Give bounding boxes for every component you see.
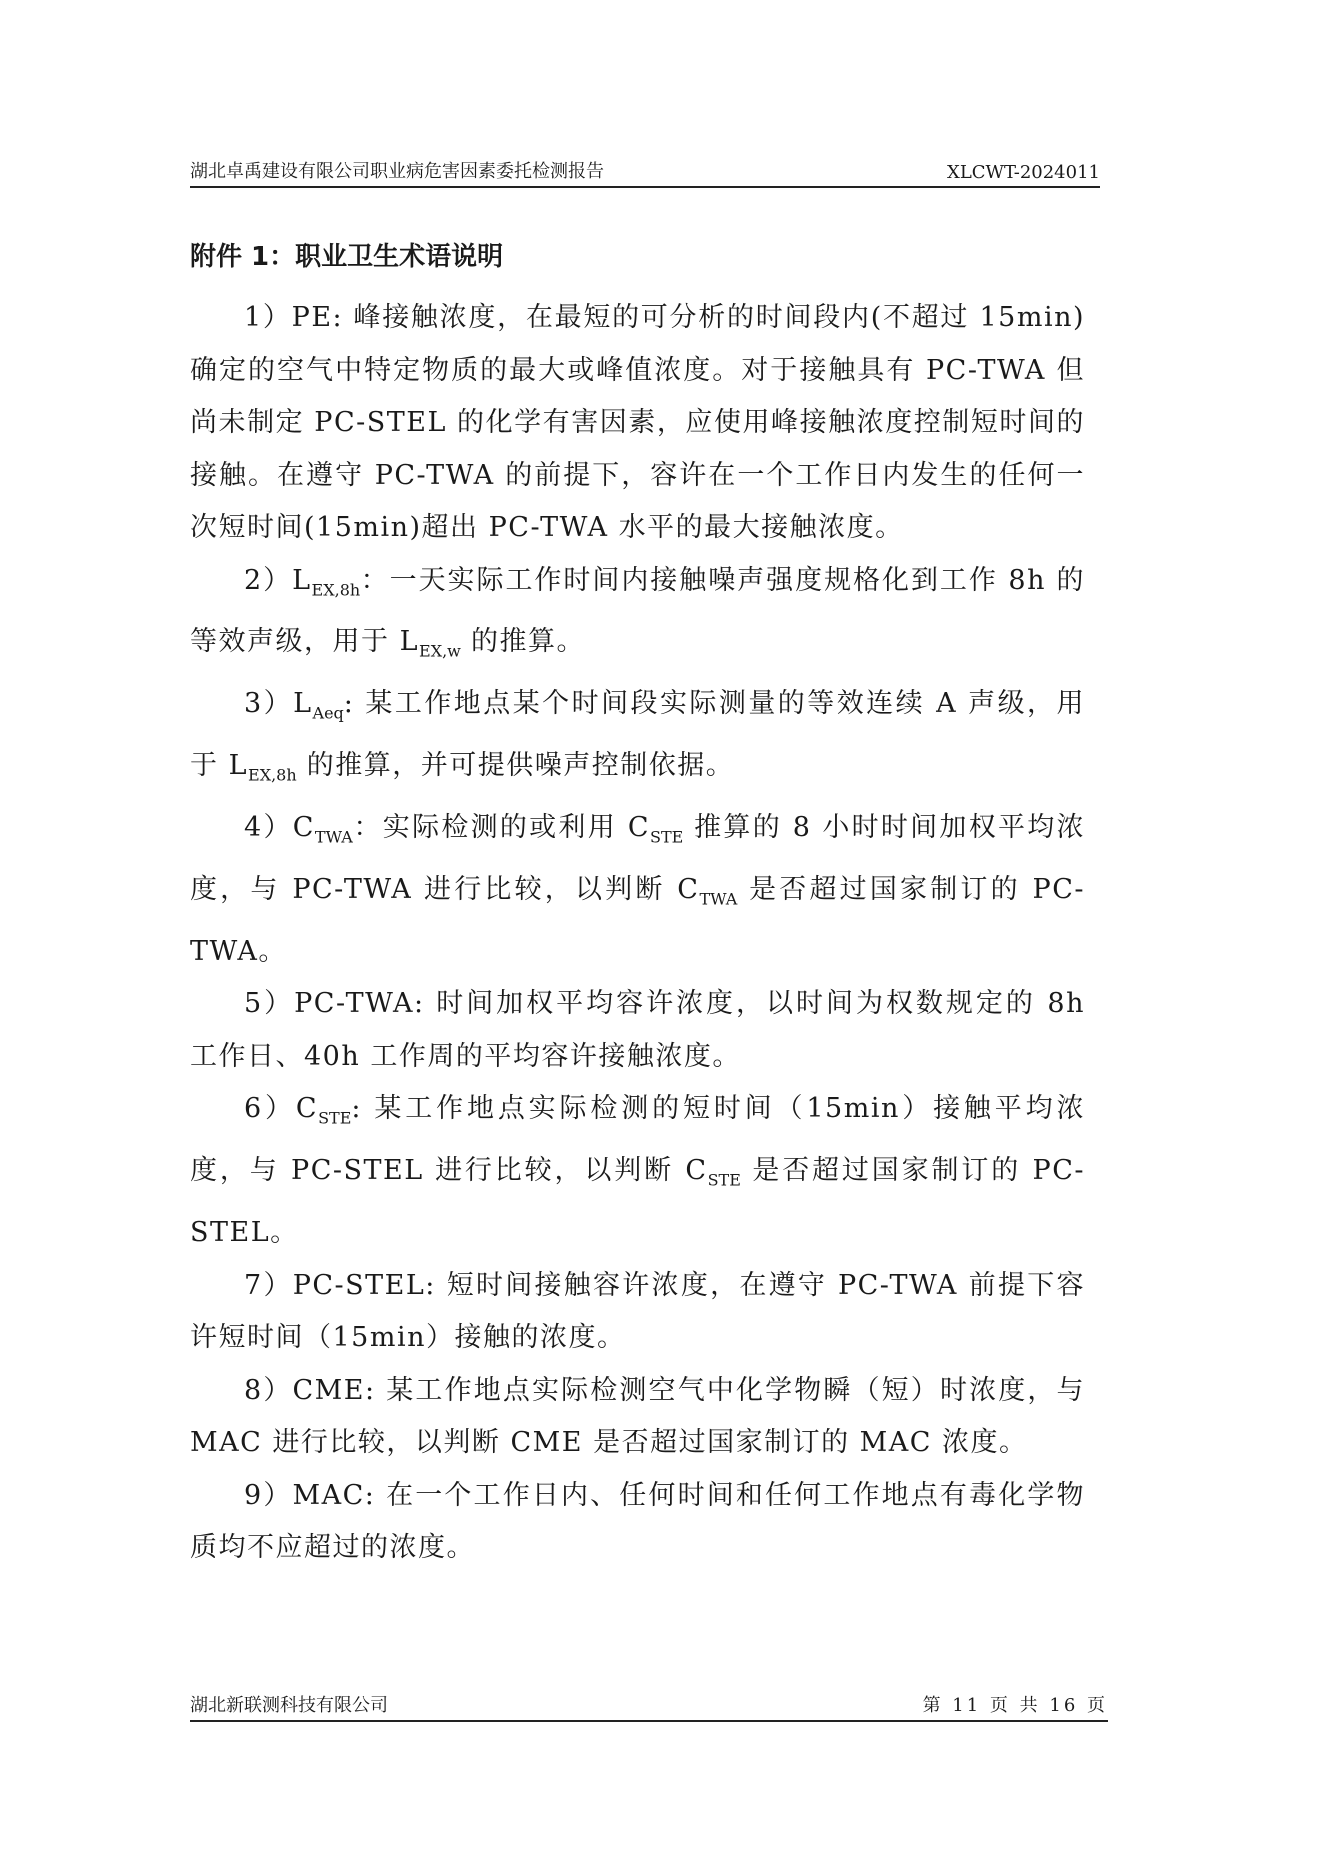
- term-cme: 8）CME: 某工作地点实际检测空气中化学物瞬（短）时浓度，与 MAC 进行比较，以判断 CME 是否超过国家制订的 MAC 浓度。: [190, 1374, 1086, 1459]
- term-mac: 9）MAC: 在一个工作日内、任何时间和任何工作地点有毒化学物质均不应超过的浓度。: [190, 1479, 1085, 1564]
- footer-company: 湖北新联测科技有限公司: [190, 1695, 388, 1716]
- terms-list: [190, 292, 1085, 1575]
- header-company-title: 湖北卓禹建设有限公司职业病危害因素委托检测报告: [190, 161, 604, 182]
- page-title: 附件 1：职业卫生术语说明: [190, 242, 504, 272]
- header-report-number: XLCWT-2024011: [947, 162, 1100, 183]
- page-number: 第 11 页 共 16 页: [922, 1695, 1108, 1716]
- page-footer: [190, 1691, 1108, 1717]
- term-ctwa: $4)C_{TWA}$：实际检测的或利用 $C_{STE}$ 推算的 8 小时时间加权平均浓度，与 PC-TWA 进行比较，以判断 $C_{TWA}$ 是否超过国家制订的 PC-TWA。: [190, 812, 1085, 967]
- header-divider: [190, 186, 1100, 188]
- term-pc-stel: 7）PC-STEL: 短时间接触容许浓度，在遵守 PC-TWA 前提下容许短时间（15min）接触的浓度。: [190, 1269, 1085, 1354]
- term-laeq: $3)L_{Aeq}$: 某工作地点某个时间段实际测量的等效连续 A 声级，用于 $L_{EX,8h}$ 的推算，并可提供噪声控制依据。: [190, 688, 1086, 785]
- term-pc-twa: 5）PC-TWA: 时间加权平均容许浓度，以时间为权数规定的 8h 工作日、40h 工作周的平均容许接触浓度。: [190, 988, 1085, 1072]
- page-header: [190, 157, 1100, 189]
- term-cste: $6)C_{STE}$: 某工作地点实际检测的短时间（15min）接触平均浓度，与 PC-STEL 进行比较，以判断 $C_{STE}$ 是否超过国家制订的 PC-STEL。: [190, 1093, 1085, 1249]
- footer-divider: [190, 1720, 1108, 1722]
- term-lex8h: $2)L_{EX,8h}$：一天实际工作时间内接触噪声强度规格化到工作 8h 的等效声级，用于 $L_{EX,w}$ 的推算。: [190, 564, 1086, 661]
- term-pe: 1）PE: 峰接触浓度，在最短的可分析的时间段内(不超过 15min)确定的空气中特定物质的最大或峰值浓度。对于接触具有 PC-TWA 但尚未制定 PC-STEL 的化学有害因素，应使用峰接触浓度控制短时间的接触。在遵守 PC-TWA 的前提下，容许在一个工作日内发生的任何一次短时间(15min)超出 PC-TWA 水平的最大接触浓度。: [190, 302, 1086, 543]
